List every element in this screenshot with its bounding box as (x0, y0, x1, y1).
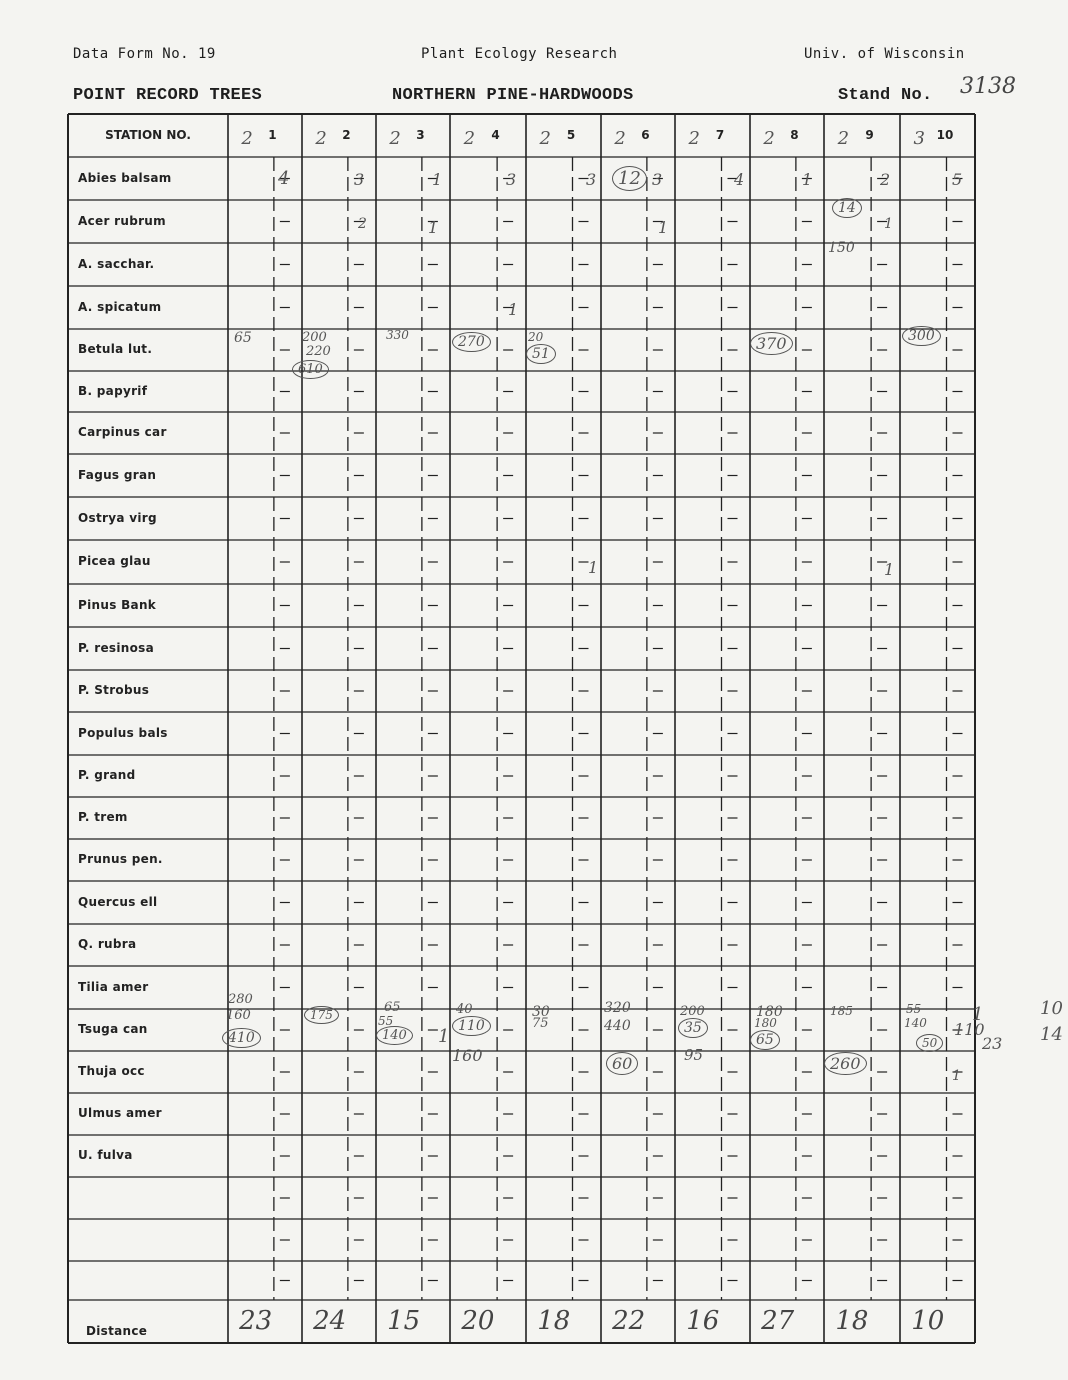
station-number-3: 3 (416, 128, 425, 142)
handwritten-entry: 220 (306, 344, 331, 359)
species-label: Ostrya virg (78, 510, 157, 525)
handwritten-entry: 1 (658, 218, 669, 237)
distance-value-handwritten: 18 (537, 1306, 571, 1336)
species-label: U. fulva (78, 1148, 133, 1162)
species-label: Abies balsam (78, 170, 172, 185)
handwritten-entry: 410 (222, 1028, 261, 1048)
handwritten-entry: 1 (884, 216, 893, 232)
handwritten-entry: 55 (906, 1002, 922, 1016)
handwritten-entry: 4 (734, 170, 745, 189)
species-label: A. sacchar. (78, 256, 155, 271)
distance-value-handwritten: 15 (387, 1306, 421, 1336)
station-prefix-handwritten: 2 (763, 128, 775, 149)
form-org: Plant Ecology Research (421, 46, 618, 62)
species-label: Betula lut. (78, 342, 153, 356)
handwritten-entry: 55 (378, 1014, 394, 1028)
handwritten-entry: 95 (684, 1046, 704, 1064)
form-university: Univ. of Wisconsin (804, 46, 965, 62)
forest-type-title: NORTHERN PINE-HARDWOODS (392, 86, 634, 105)
species-label: P. trem (78, 810, 128, 824)
handwritten-entry: 1 (428, 218, 439, 237)
handwritten-entry: 180 (756, 1004, 783, 1020)
handwritten-entry: 23 (982, 1034, 1003, 1053)
station-number-10: 10 (936, 128, 954, 142)
handwritten-entry: 1 (438, 1026, 450, 1047)
handwritten-entry: 1 (432, 170, 443, 189)
station-prefix-handwritten: 2 (389, 128, 401, 149)
handwritten-entry: 270 (452, 332, 491, 352)
station-number-7: 7 (715, 128, 725, 142)
species-label: Acer rubrum (78, 213, 166, 228)
handwritten-entry: 320 (604, 1000, 631, 1016)
handwritten-entry: 610 (292, 360, 329, 379)
distance-label: Distance (86, 1324, 148, 1338)
handwritten-entry: 160 (452, 1046, 483, 1065)
stand-number-handwritten: 3138 (960, 74, 1016, 99)
handwritten-entry: 110 (954, 1020, 985, 1039)
species-label: Tsuga can (78, 1022, 148, 1036)
station-prefix-handwritten: 2 (539, 128, 551, 149)
distance-value-handwritten: 24 (313, 1306, 347, 1336)
handwritten-entry: 440 (604, 1018, 631, 1034)
handwritten-entry: 60 (606, 1052, 638, 1075)
handwritten-entry: 65 (234, 330, 252, 346)
form-number: Data Form No. 19 (73, 46, 216, 62)
handwritten-entry: 175 (304, 1006, 339, 1024)
handwritten-entry: 200 (302, 330, 327, 345)
handwritten-entry: 1 (972, 1004, 984, 1025)
station-number-1: 1 (268, 128, 277, 142)
station-prefix-handwritten: 2 (837, 128, 850, 149)
species-label: P. Strobus (78, 683, 150, 697)
handwritten-entry: 14 (1040, 1024, 1063, 1045)
species-label: Prunus pen. (78, 852, 163, 866)
species-label: Pinus Bank (78, 597, 157, 612)
handwritten-entry: 12 (612, 166, 647, 191)
handwritten-entry: 2 (358, 216, 367, 232)
station-number-2: 2 (342, 128, 351, 142)
species-label: Ulmus amer (78, 1106, 162, 1120)
distance-value-handwritten: 23 (239, 1306, 273, 1336)
handwritten-entry: 1 (952, 1068, 961, 1084)
handwritten-entry: 20 (528, 330, 544, 344)
handwritten-entry: 140 (904, 1016, 927, 1030)
station-header: STATION NO. (105, 128, 191, 142)
handwritten-entry: 150 (828, 240, 855, 256)
station-prefix-handwritten: 2 (463, 128, 476, 149)
handwritten-entry: 35 (678, 1018, 708, 1038)
species-label: B. papyrif (78, 383, 148, 398)
handwritten-entry: 1 (508, 300, 519, 319)
distance-value-handwritten: 10 (911, 1306, 945, 1336)
record-type-title: POINT RECORD TREES (73, 86, 263, 105)
handwritten-entry: 110 (452, 1016, 491, 1036)
handwritten-entry: 40 (456, 1002, 473, 1017)
species-label: A. spicatum (78, 299, 162, 314)
species-label: Tilia amer (78, 979, 149, 994)
handwritten-entry: 180 (754, 1016, 777, 1030)
distance-value-handwritten: 22 (612, 1306, 646, 1336)
handwritten-entry: 330 (386, 328, 409, 342)
station-prefix-handwritten: 2 (315, 128, 327, 149)
station-number-9: 9 (865, 128, 874, 142)
handwritten-entry: 1 (884, 560, 895, 579)
handwritten-entry: 65 (750, 1030, 780, 1050)
handwritten-entry: 3 (354, 170, 365, 189)
handwritten-entry: 65 (384, 1000, 401, 1015)
station-prefix-handwritten: 2 (614, 128, 626, 149)
handwritten-entry: 300 (902, 326, 941, 346)
station-prefix-handwritten: 2 (688, 128, 700, 149)
station-number-6: 6 (641, 128, 650, 142)
species-label: Fagus gran (78, 467, 157, 482)
handwritten-entry: 2 (880, 170, 891, 189)
species-label: Quercus ell (78, 894, 158, 909)
stand-label: Stand No. (838, 86, 933, 105)
species-label: Picea glau (78, 554, 151, 568)
handwritten-entry: 3 (652, 170, 663, 189)
handwritten-entry: 280 (228, 992, 253, 1007)
distance-value-handwritten: 20 (461, 1306, 495, 1336)
handwritten-entry: 50 (916, 1034, 943, 1052)
handwritten-entry: 5 (952, 170, 963, 189)
species-label: Populus bals (78, 725, 168, 740)
handwritten-entry: 160 (226, 1008, 251, 1023)
handwritten-entry: 1 (588, 558, 599, 577)
station-number-5: 5 (566, 128, 576, 142)
species-label: Carpinus car (78, 425, 167, 439)
handwritten-entry: 14 (832, 198, 862, 218)
station-prefix-handwritten: 2 (241, 128, 253, 149)
handwritten-entry: 3 (586, 170, 597, 189)
distance-value-handwritten: 18 (835, 1306, 869, 1336)
distance-value-handwritten: 16 (686, 1306, 720, 1336)
species-label: Q. rubra (78, 937, 137, 951)
distance-value-handwritten: 27 (761, 1306, 795, 1336)
handwritten-entry: 260 (824, 1052, 867, 1075)
handwritten-entry: 370 (750, 332, 793, 355)
handwritten-entry: 51 (526, 344, 556, 364)
species-label: P. grand (78, 768, 136, 782)
station-number-8: 8 (790, 128, 799, 142)
handwritten-entry: 4 (278, 168, 290, 189)
handwritten-entry: 140 (376, 1026, 413, 1045)
species-label: Thuja occ (78, 1064, 145, 1078)
handwritten-entry: 185 (830, 1004, 853, 1018)
handwritten-entry: 200 (680, 1004, 705, 1019)
handwritten-entry: 75 (532, 1016, 549, 1031)
handwritten-entry: 3 (506, 170, 517, 189)
station-prefix-handwritten: 3 (913, 128, 925, 149)
handwritten-entry: 1 (802, 170, 813, 189)
station-number-4: 4 (491, 128, 500, 142)
handwritten-entry: 30 (532, 1004, 550, 1020)
handwritten-entry: 10 (1040, 998, 1063, 1019)
species-label: P. resinosa (78, 640, 154, 655)
